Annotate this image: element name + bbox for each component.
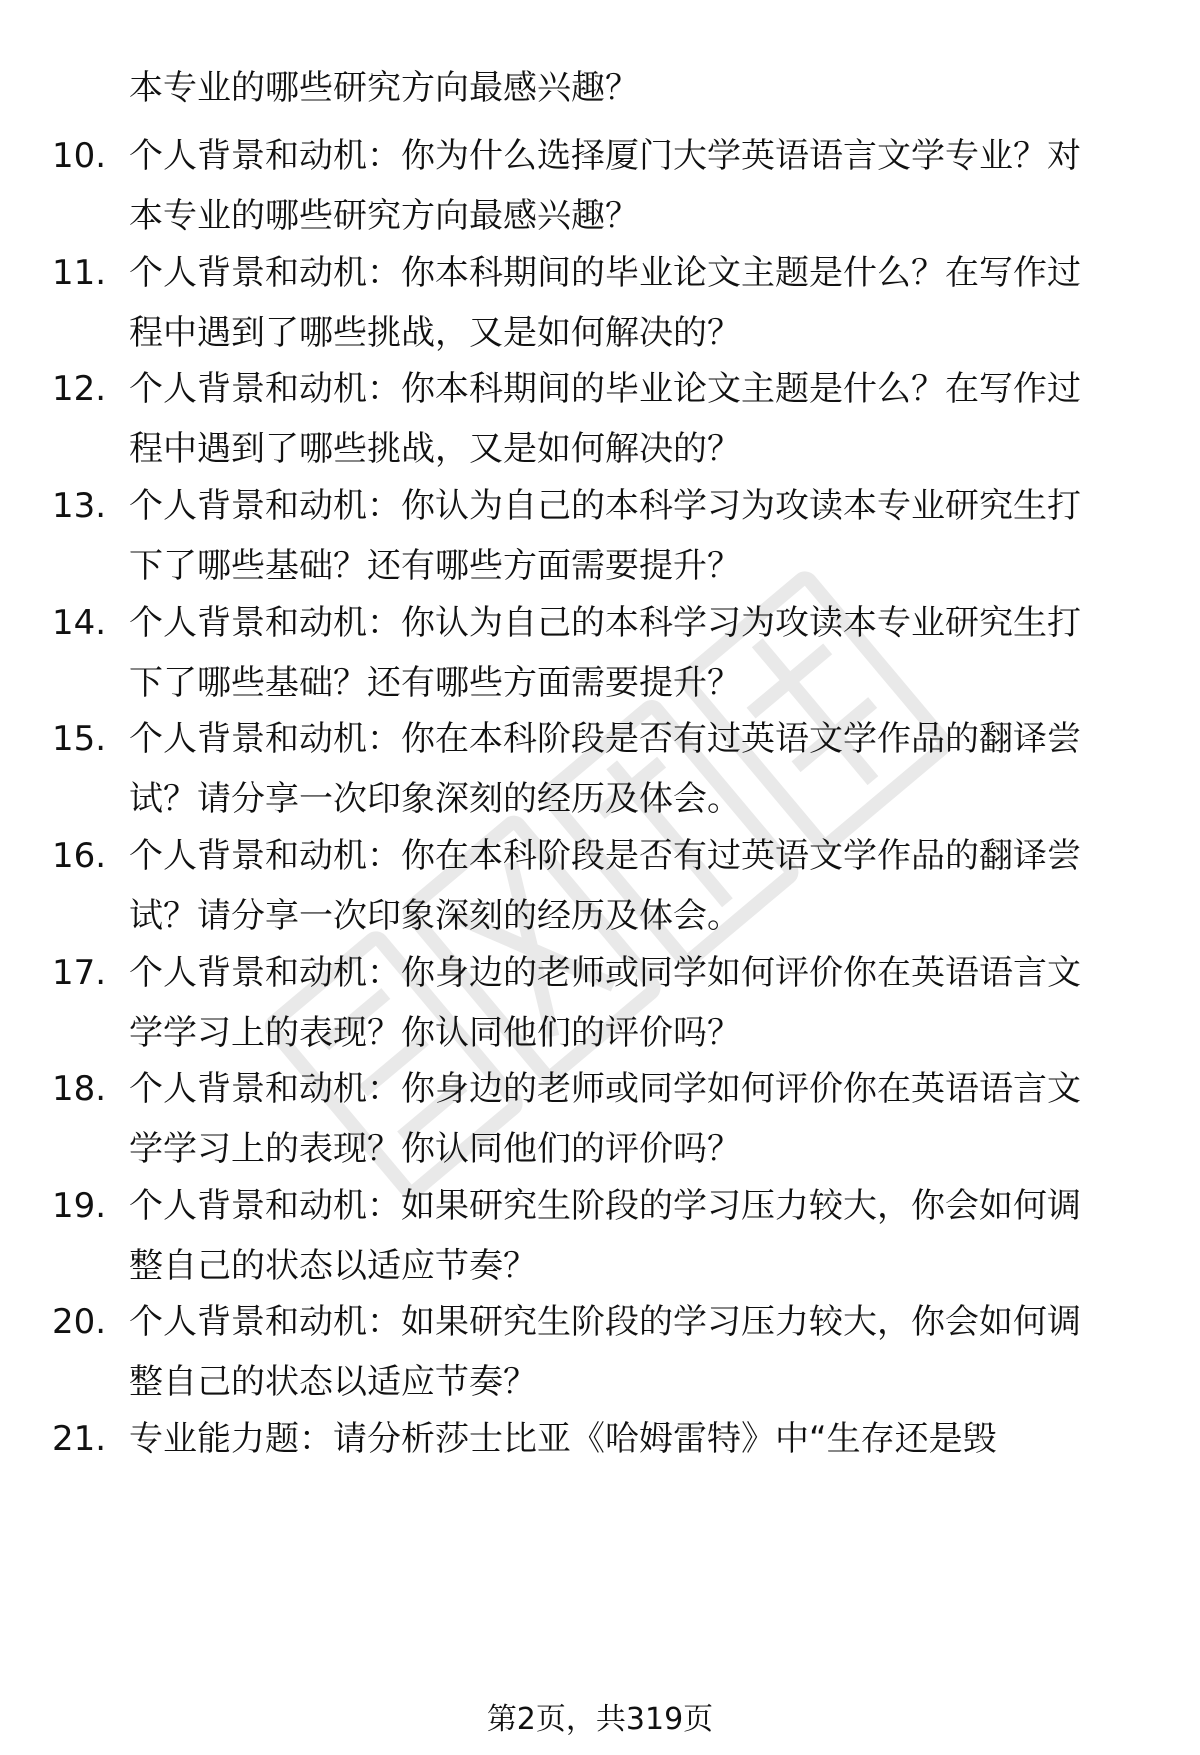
item-number: 10. (52, 136, 107, 176)
item-number: 12. (52, 369, 107, 409)
item-number: 15. (52, 719, 107, 759)
item-line: 个人背景和动机：你认为自己的本科学习为攻读本专业研究生打 (129, 603, 1081, 643)
item-number: 11. (52, 253, 107, 293)
item-text (129, 126, 1149, 246)
item-line: 个人背景和动机：你身边的老师或同学如何评价你在英语语言文 (129, 953, 1081, 993)
item-line: 个人背景和动机：你在本科阶段是否有过英语文学作品的翻译尝 (129, 836, 1081, 876)
item-line: 学学习上的表现？你认同他们的评价吗？ (129, 1129, 741, 1169)
item-text (129, 1292, 1149, 1412)
item-line: 个人背景和动机：如果研究生阶段的学习压力较大，你会如何调 (129, 1302, 1081, 1342)
item-text (129, 709, 1149, 829)
item-line: 程中遇到了哪些挑战，又是如何解决的？ (129, 429, 741, 469)
item-number: 17. (52, 953, 107, 993)
item-text (129, 1059, 1149, 1179)
item-text (129, 359, 1149, 479)
item-line: 本专业的哪些研究方向最感兴趣？ (129, 196, 639, 236)
item-line: 个人背景和动机：你身边的老师或同学如何评价你在英语语言文 (129, 1069, 1081, 1109)
item-line: 程中遇到了哪些挑战，又是如何解决的？ (129, 313, 741, 353)
item-line: 下了哪些基础？还有哪些方面需要提升？ (129, 546, 741, 586)
item-line: 个人背景和动机：你在本科阶段是否有过英语文学作品的翻译尝 (129, 719, 1081, 759)
item-text (129, 476, 1149, 596)
item-line: 整自己的状态以适应节奏？ (129, 1362, 537, 1402)
item-line: 个人背景和动机：你本科期间的毕业论文主题是什么？在写作过 (129, 253, 1081, 293)
item-number: 20. (52, 1302, 107, 1342)
item-line: 专业能力题：请分析莎士比亚《哈姆雷特》中“生存还是毁 (129, 1419, 997, 1459)
item-number: 21. (52, 1419, 107, 1459)
item-number: 14. (52, 603, 107, 643)
item-text (129, 943, 1149, 1063)
item-line: 个人背景和动机：你本科期间的毕业论文主题是什么？在写作过 (129, 369, 1081, 409)
item-number: 13. (52, 486, 107, 526)
item-number: 19. (52, 1186, 107, 1226)
item-line: 个人背景和动机：你认为自己的本科学习为攻读本专业研究生打 (129, 486, 1081, 526)
item-text (129, 1409, 1149, 1469)
item-line: 试？请分享一次印象深刻的经历及体会。 (129, 779, 741, 819)
item-line: 个人背景和动机：如果研究生阶段的学习压力较大，你会如何调 (129, 1186, 1081, 1226)
item-text (129, 593, 1149, 713)
page-footer: 第2页，共319页 (486, 1702, 714, 1737)
item-text (129, 826, 1149, 946)
item-line: 个人背景和动机：你为什么选择厦门大学英语语言文学专业？对 (129, 136, 1081, 176)
item-line: 试？请分享一次印象深刻的经历及体会。 (129, 896, 741, 936)
item-line: 下了哪些基础？还有哪些方面需要提升？ (129, 663, 741, 703)
item-text (129, 243, 1149, 363)
continued-text: 本专业的哪些研究方向最感兴趣？ (129, 68, 639, 108)
item-number: 18. (52, 1069, 107, 1109)
item-line: 整自己的状态以适应节奏？ (129, 1246, 537, 1286)
item-text (129, 1176, 1149, 1296)
item-number: 16. (52, 836, 107, 876)
item-line: 学学习上的表现？你认同他们的评价吗？ (129, 1013, 741, 1053)
